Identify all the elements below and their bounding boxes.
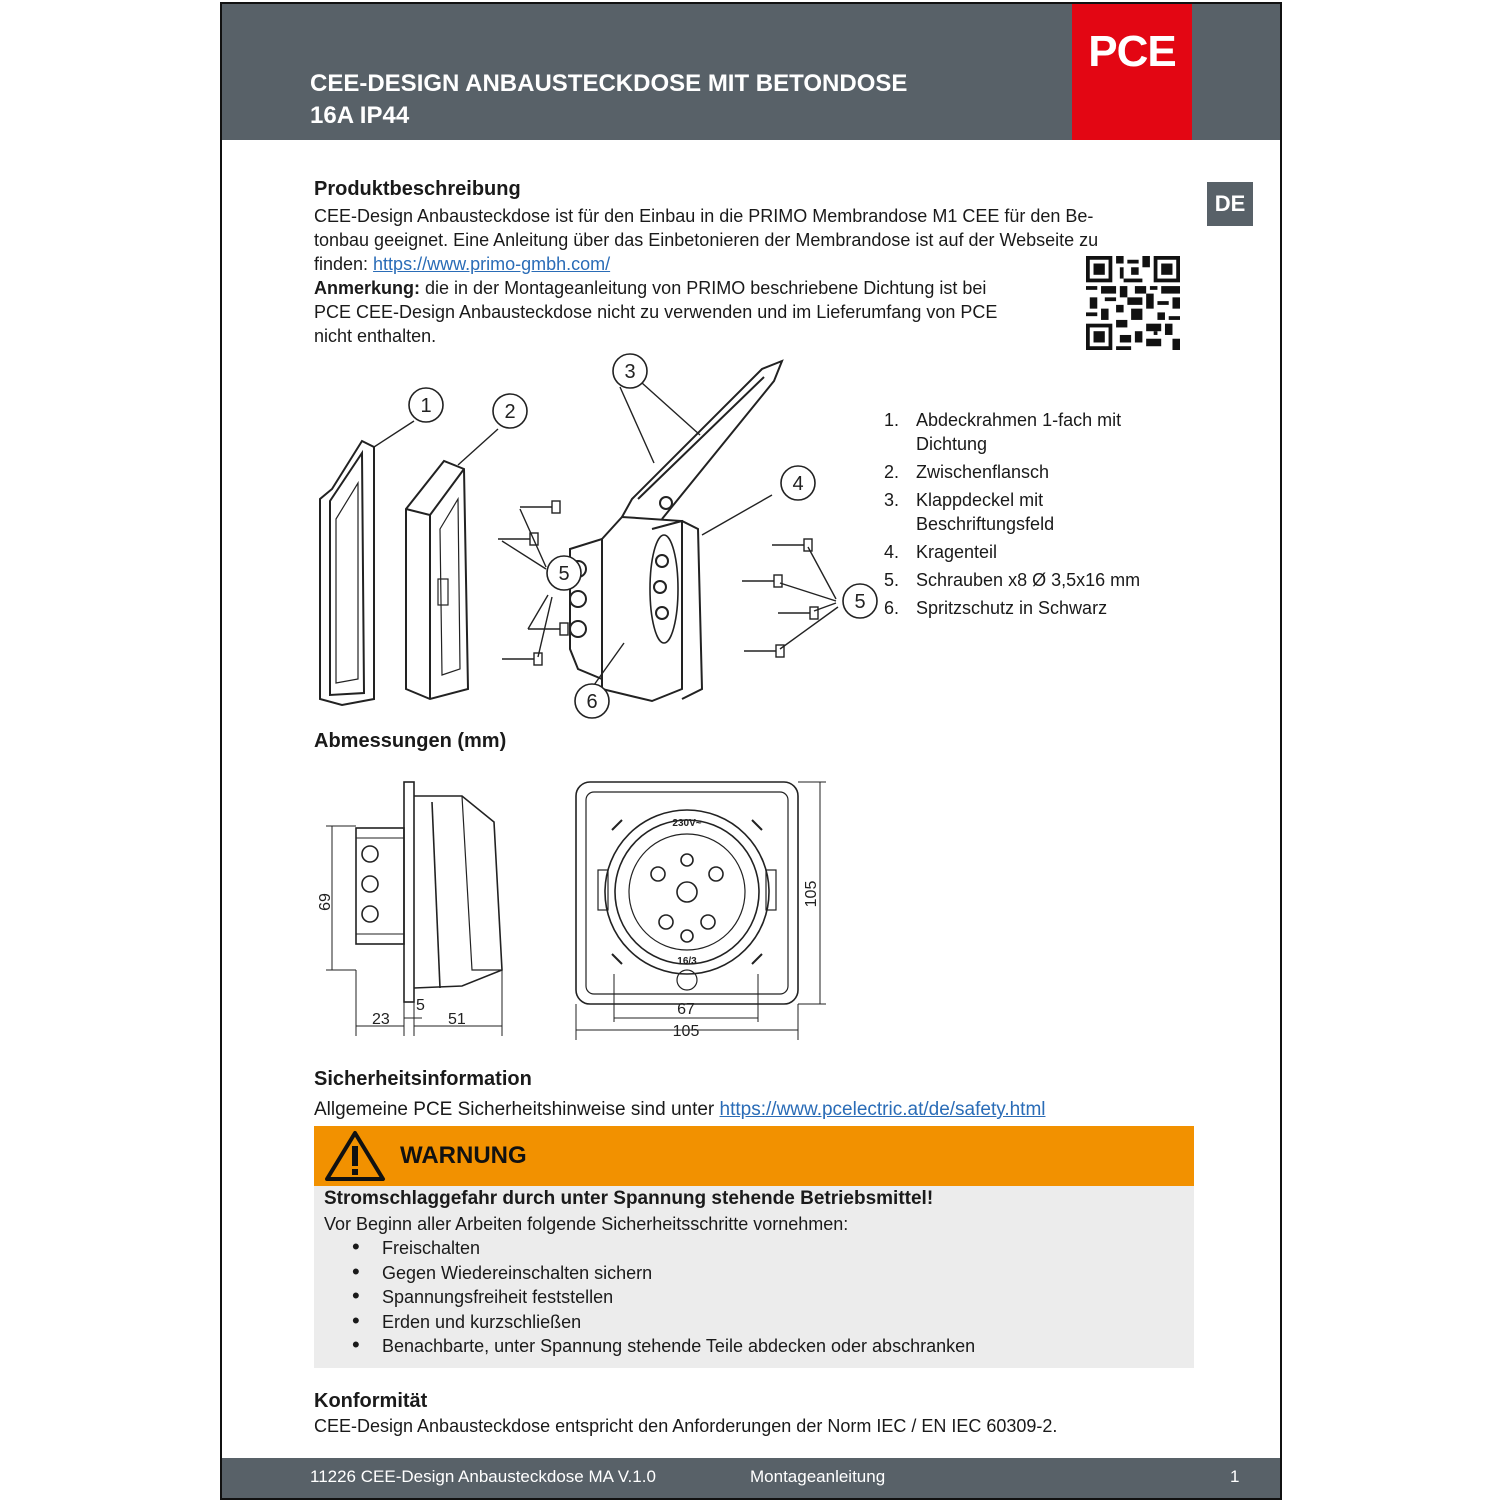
list-item: • Erden und kurzschließen bbox=[344, 1310, 975, 1335]
header-bar bbox=[222, 4, 1280, 140]
callout-3 bbox=[613, 354, 647, 388]
svg-text:5: 5 bbox=[558, 563, 570, 585]
product-text-2: tonbau geeignet. Eine Anleitung über das Einbetonieren der Membrandose ist auf der Webseite zu bbox=[314, 230, 1099, 250]
document-page bbox=[220, 2, 1282, 1500]
footer-bar bbox=[222, 1458, 1280, 1498]
warning-bar bbox=[314, 1126, 1194, 1186]
footer-page-number: 1 bbox=[1230, 1467, 1240, 1486]
screws-right bbox=[742, 539, 818, 657]
list-item: • Gegen Wiedereinschalten sichern bbox=[344, 1261, 975, 1286]
dimensions-heading: Abmessungen (mm) bbox=[314, 730, 507, 752]
note-text-2: PCE CEE-Design Anbausteckdose nicht zu verwenden und im Lieferumfang von PCE bbox=[314, 302, 998, 322]
warning-box bbox=[314, 1126, 1194, 1368]
document-subtitle: 16A IP44 bbox=[310, 102, 410, 129]
legend-item: 6. Spritzschutz in Schwarz bbox=[884, 598, 1108, 618]
socket-label-bottom: 16/3 bbox=[677, 956, 697, 967]
product-text-1: CEE-Design Anbausteckdose ist für den Einbau in die PRIMO Membrandose M1 CEE für den Be- bbox=[314, 206, 1094, 226]
legend-item: 4. Kragenteil bbox=[884, 542, 998, 562]
svg-text:2: 2 bbox=[504, 401, 516, 423]
callout-5-right bbox=[843, 584, 877, 618]
primo-link[interactable]: https://www.primo-gmbh.com/ bbox=[373, 254, 611, 274]
cover-frame-part bbox=[320, 441, 374, 705]
legend-item: 2. Zwischenflansch bbox=[884, 462, 1050, 482]
svg-text:6: 6 bbox=[586, 691, 598, 713]
dim-front-height: 105 bbox=[803, 880, 820, 908]
dim-front-inner: 67 bbox=[677, 1001, 695, 1018]
intermediate-flange-part bbox=[406, 461, 468, 699]
document-title: CEE-DESIGN ANBAUSTECKDOSE MIT BETONDOSE bbox=[310, 70, 908, 97]
product-heading: Produktbeschreibung bbox=[314, 178, 521, 200]
dim-side-a: 23 bbox=[372, 1011, 390, 1028]
safety-heading: Sicherheitsinformation bbox=[314, 1068, 532, 1090]
exploded-diagram bbox=[302, 349, 882, 729]
footer-doc-type: Montageanleitung bbox=[750, 1467, 886, 1486]
dim-side-c: 51 bbox=[448, 1011, 466, 1028]
conformity-text: CEE-Design Anbausteckdose entspricht den Anforderungen der Norm IEC / EN IEC 60309-2. bbox=[314, 1416, 1058, 1436]
dim-side-height: 69 bbox=[317, 893, 334, 911]
svg-text:4: 4 bbox=[792, 473, 804, 495]
product-text-3: finden: https://www.primo-gmbh.com/ bbox=[314, 254, 611, 274]
warning-steps bbox=[344, 1236, 975, 1359]
svg-text:5: 5 bbox=[854, 591, 866, 613]
callout-2 bbox=[493, 394, 527, 428]
warning-title: WARNUNG bbox=[400, 1142, 527, 1169]
callouts bbox=[409, 354, 877, 718]
socket-label-top: 230V~ bbox=[672, 818, 702, 829]
svg-text:3: 3 bbox=[624, 361, 636, 383]
list-item: • Benachbarte, unter Spannung stehende Teile abdecken oder abschranken bbox=[344, 1334, 975, 1359]
callout-5-left bbox=[547, 556, 581, 590]
legend-item: 5. Schrauben x8 Ø 3,5x16 mm bbox=[884, 570, 1141, 590]
footer-doc-id: 11226 CEE-Design Anbausteckdose MA V.1.0 bbox=[310, 1467, 656, 1486]
socket-body-part bbox=[570, 361, 782, 701]
warning-triangle-icon bbox=[324, 1130, 386, 1182]
warning-headline: Stromschlaggefahr durch unter Spannung stehende Betriebsmittel! bbox=[324, 1188, 934, 1209]
dim-front-width: 105 bbox=[672, 1023, 700, 1040]
callout-1 bbox=[409, 388, 443, 422]
parts-legend bbox=[884, 408, 1140, 624]
callout-6 bbox=[575, 684, 609, 718]
warning-intro: Vor Beginn aller Arbeiten folgende Sicherheitsschritte vornehmen: bbox=[324, 1214, 849, 1234]
list-item: • Spannungsfreiheit feststellen bbox=[344, 1285, 975, 1310]
conformity-heading: Konformität bbox=[314, 1390, 428, 1412]
pce-logo: PCE bbox=[1072, 4, 1192, 140]
safety-link[interactable]: https://www.pcelectric.at/de/safety.html bbox=[719, 1099, 1046, 1120]
dim-side-b: 5 bbox=[416, 997, 425, 1014]
note-text-3: nicht enthalten. bbox=[314, 326, 437, 346]
svg-text:1: 1 bbox=[420, 395, 432, 417]
qr-code-icon[interactable] bbox=[1086, 256, 1180, 350]
language-badge: DE bbox=[1207, 182, 1253, 226]
legend-item: 1. Abdeckrahmen 1-fach mit Dichtung bbox=[884, 410, 1122, 454]
list-item: • Freischalten bbox=[344, 1236, 975, 1261]
front-view-drawing bbox=[562, 774, 832, 1044]
callout-4 bbox=[781, 466, 815, 500]
side-view-drawing bbox=[312, 774, 532, 1044]
note-label: Anmerkung: bbox=[314, 278, 421, 298]
safety-text: Allgemeine PCE Sicherheitshinweise sind unter https://www.pcelectric.at/de/safety.html bbox=[314, 1099, 1046, 1120]
legend-item: 3. Klappdeckel mit Beschriftungsfeld bbox=[884, 490, 1055, 534]
note-text-1: Anmerkung: die in der Montageanleitung von PRIMO beschriebene Dichtung ist bei bbox=[314, 278, 987, 298]
